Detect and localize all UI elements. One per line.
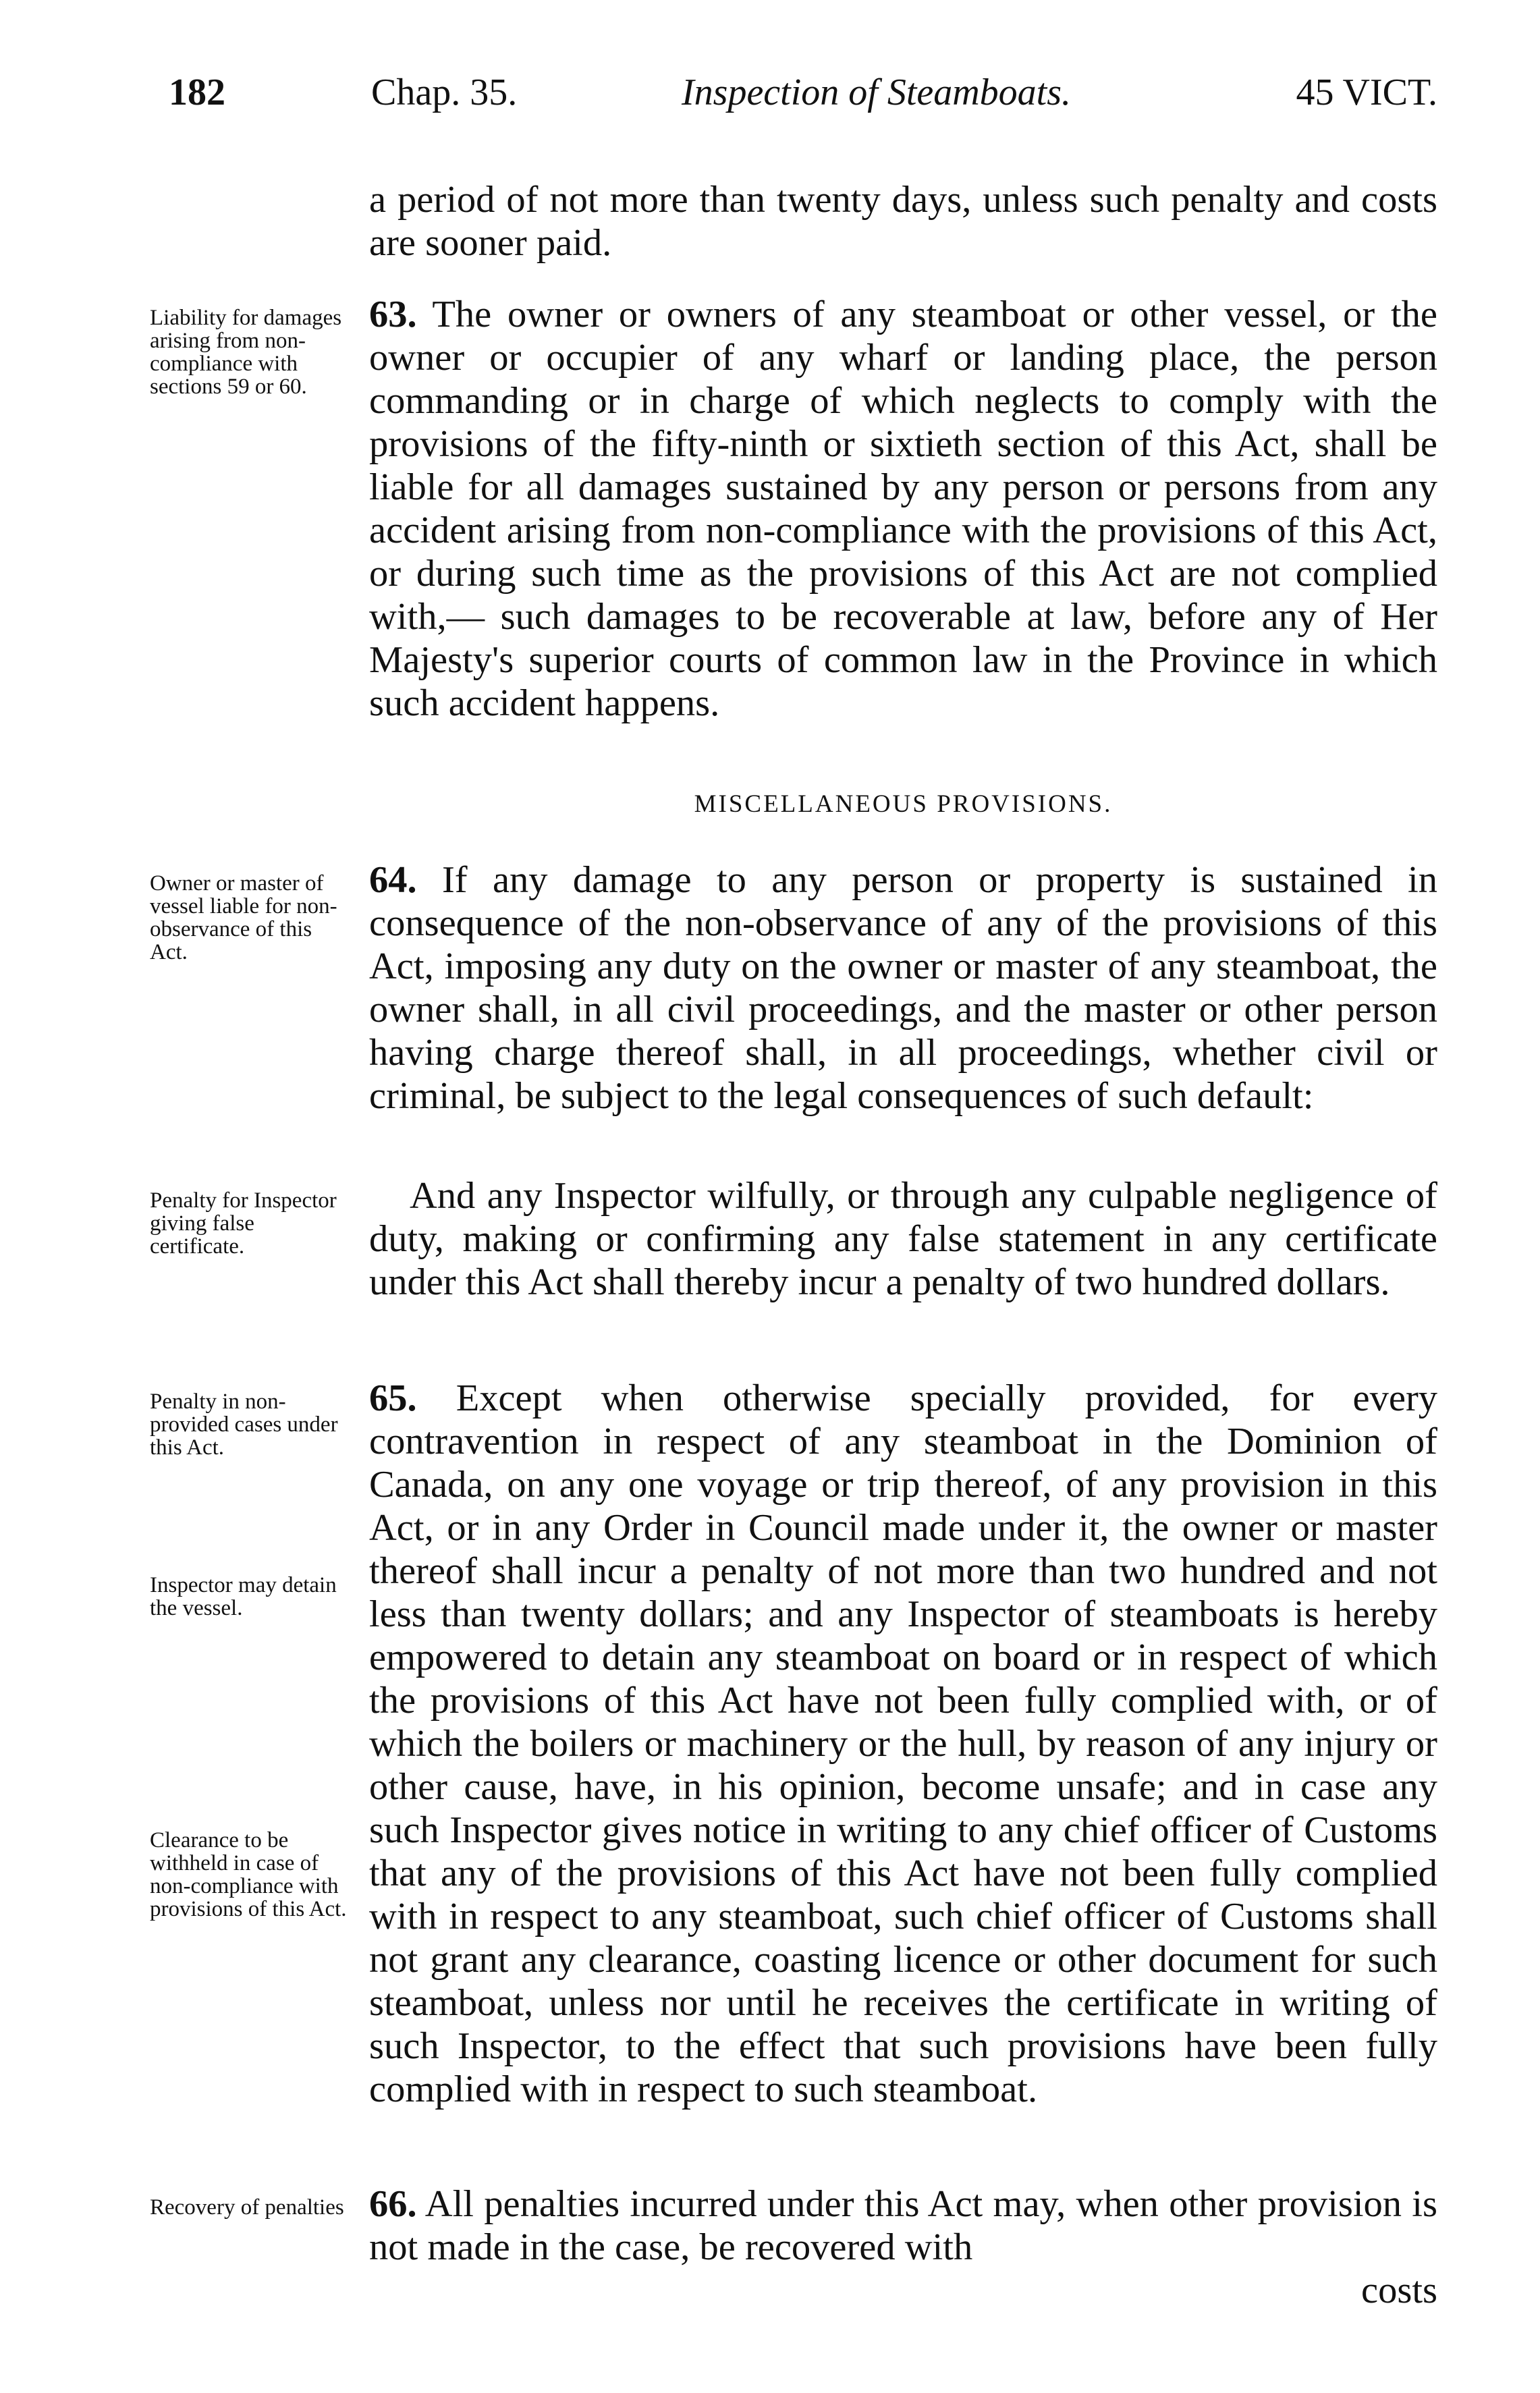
section-63 [369, 293, 1437, 725]
margin-note-inspector-detain: Inspector may detain the vessel. [150, 1573, 337, 1620]
chapter-label: Chap. 35. [371, 72, 518, 113]
margin-note-clearance: Clearance to be withheld in case of non-compliance with provisions of this Act. [150, 1828, 347, 1921]
section-66 [369, 2182, 1437, 2312]
page-number: 182 [169, 72, 225, 113]
margin-note-owner-master: Owner or master of vessel liable for non-observance of this Act. [150, 871, 337, 964]
catchword: costs [1361, 2270, 1437, 2311]
section-number: 65. [369, 1377, 417, 1419]
inspector-penalty-text: And any Inspector wilfully, or through any culpable negligence of duty, making or confirming any false statement in any certificate under this Act shall thereby incur a penalty of two hundred dollars. [369, 1175, 1437, 1303]
margin-note-recovery: Recovery of penalties [150, 2195, 344, 2220]
section-text: The owner or owners of any steamboat or other vessel, or the owner or occupier of any wharf or landing place, the person commanding or in charge of which neglects to comply with the provisions of the fifty-ninth or sixtieth section of this Act, shall be liable for all damages sustained by any person or persons from any accident arising from non-compliance with the provisions of this Act, or during such time as the provisions of this Act are not complied with,— such damages to be recoverable at law, before any of Her Majesty's superior courts of common law in the Province in which such accident happens. [369, 294, 1437, 724]
section-text: All penalties incurred under this Act may, when other provision is not made in the case, be recovered with [369, 2183, 1437, 2268]
margin-note-penalty-nonprovided: Penalty in non-provided cases under this Act. [150, 1390, 338, 1460]
running-title: Inspection of Steamboats. [682, 72, 1072, 113]
section-64 [369, 858, 1437, 1118]
inspector-penalty-paragraph [369, 1174, 1437, 1304]
running-header [169, 62, 1437, 123]
section-number: 63. [369, 294, 417, 335]
continuation-paragraph [369, 178, 1437, 265]
section-text: If any damage to any person or property is sustained in consequence of the non-observance of any of the provisions of this Act, imposing any duty on the owner or master of any steamboat, the owner shall, in all civil proceedings, and the master or other person having charge thereof shall, in all proceedings, whether civil or criminal, be subject to the legal consequences of such default: [369, 859, 1437, 1117]
section-number: 66. [369, 2183, 417, 2225]
continuation-text: a period of not more than twenty days, unless such penalty and costs are sooner paid. [369, 179, 1437, 264]
section-number: 64. [369, 859, 417, 901]
margin-note-penalty-inspector: Penalty for Inspector giving false certificate. [150, 1188, 337, 1259]
heading-miscellaneous: MISCELLANEOUS PROVISIONS. [694, 790, 1113, 818]
regnal-year: 45 VICT. [1296, 72, 1437, 113]
margin-note-liability: Liability for damages arising from non-compliance with sections 59 or 60. [150, 306, 342, 399]
section-text: Except when otherwise specially provided, for every contravention in respect of any steamboat in the Dominion of Canada, on any one voyage or trip thereof, of any provision in this Act, or in any Order in Council made under it, the owner or master thereof shall incur a penalty of not more than two hundred and not less than twenty dollars; and any Inspector of steamboats is hereby empowered to detain any steamboat on board or in respect of which the provisions of this Act have not been fully complied with, or of which the boilers or machinery or the hull, by reason of any injury or other cause, have, in his opinion, become unsafe; and in case any such Inspector gives notice in writing to any chief officer of Customs that any of the provisions of this Act have not been fully complied with in respect to any steamboat, such chief officer of Customs shall not grant any clearance, coasting licence or other document for such steamboat, unless nor until he receives the certificate in writing of such Inspector, to the effect that such provisions have been fully complied with in respect to such steamboat. [369, 1377, 1438, 2110]
section-65 [369, 1377, 1437, 2111]
